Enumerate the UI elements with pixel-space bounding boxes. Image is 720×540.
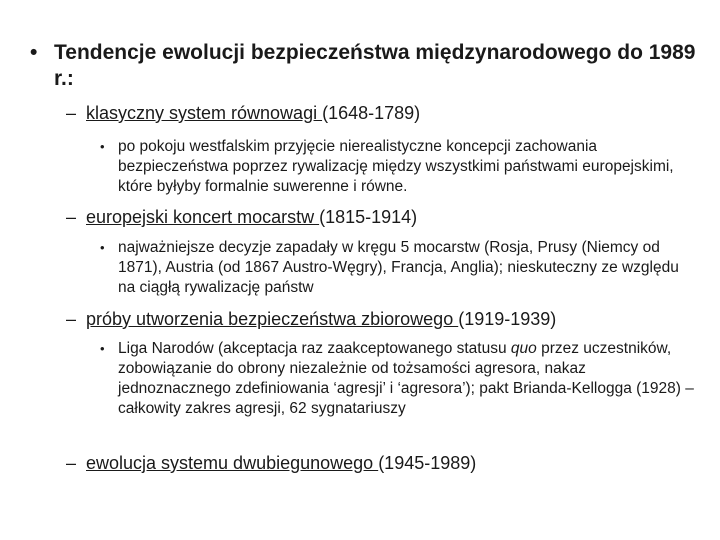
section-concert-of-powers-detail [100, 238, 700, 298]
main-heading: Tendencje ewolucji bezpieczeństwa międzynarodowego do 1989 r.: [54, 41, 696, 90]
bullet-icon: • [100, 240, 105, 255]
detail-text: po pokoju westfalskim przyjęcie nierealistyczne koncepcji zachowania bezpieczeństwa poprzez rywalizację między wszystkimi państwami europejskimi, które byłyby formalnie suwerenne i równe. [118, 138, 674, 195]
section-title: próby utworzenia bezpieczeństwa zbiorowego [86, 309, 459, 329]
section-concert-of-powers [66, 206, 706, 228]
section-title: ewolucja systemu dwubiegunowego [86, 453, 379, 473]
section-years: (1945-1989) [378, 453, 477, 473]
bullet-icon: • [30, 41, 38, 64]
section-title: europejski koncert mocarstw [86, 207, 320, 227]
bullet-icon: • [100, 139, 105, 154]
dash-marker: – [66, 207, 77, 227]
section-years: (1648-1789) [322, 103, 421, 123]
detail-text-part: przez uczestników, zobowiązanie do obrony niezależnie od tożsamości agresora, nakaz jednoznacznego zdefiniowania ‘agresji’ i ‘agresora’); pakt Brianda-Kellogga (1928) –całkowity zakres agresji, 62 sygnatariuszy [118, 340, 694, 417]
section-collective-security-detail [100, 339, 700, 419]
section-years: (1919-1939) [458, 309, 557, 329]
detail-text-italic: quo [510, 340, 537, 357]
detail-text: najważniejsze decyzje zapadały w kręgu 5 mocarstw (Rosja, Prusy (Niemcy od 1871), Austria (od 1867 Austro-Węgry), Francja, Anglia); nieskuteczny ze względu na ciągłą rywalizację państw [118, 239, 679, 296]
main-bullet-point [30, 40, 700, 92]
section-classic-balance-detail [100, 137, 700, 197]
section-collective-security [66, 308, 706, 330]
detail-text-part: Liga Narodów (akceptacja raz zaakceptowanego statusu [118, 340, 511, 357]
section-bipolar-system [66, 452, 706, 474]
section-classic-balance [66, 102, 706, 124]
detail-text [118, 339, 700, 419]
bullet-icon: • [100, 341, 105, 356]
section-years: (1815-1914) [319, 207, 418, 227]
section-title: klasyczny system równowagi [86, 103, 323, 123]
dash-marker: – [66, 309, 77, 329]
dash-marker: – [66, 453, 77, 473]
dash-marker: – [66, 103, 77, 123]
